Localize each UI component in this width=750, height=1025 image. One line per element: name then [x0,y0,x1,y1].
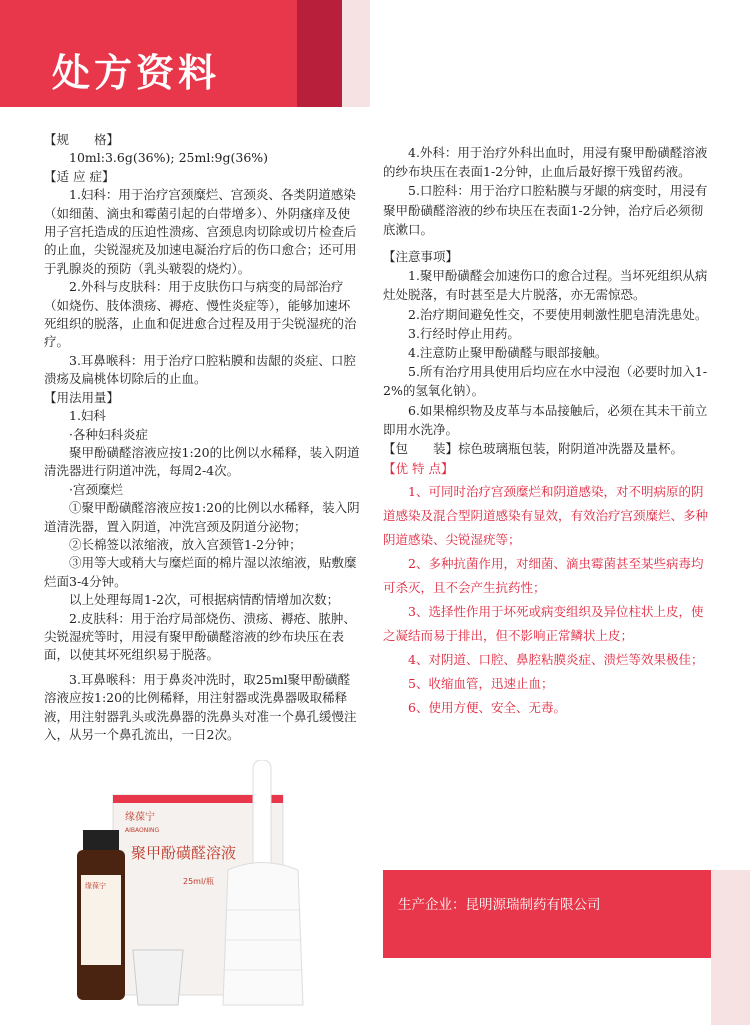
indication-item: 1.妇科：用于治疗宫颈糜烂、宫颈炎、各类阴道感染（如细菌、滴虫和霉菌引起的白带增多）、外阴瘙痒及使用子宫托造成的压迫性溃疡、宫颈息肉切除或切片检查后的止血，尖锐湿疣及加速电凝治疗后的伤口愈合；还可用于乳腺炎的预防（乳头皲裂的烧灼）。 [44,187,357,276]
feature-item: 4、对阴道、口腔、鼻腔粘膜炎症、溃烂等效果极佳； [408,652,704,668]
usage-subheading: 1.妇科 [69,408,106,424]
bottle-cap [83,830,119,850]
bottle-brand: 缘葆宁 [85,882,106,890]
feature-item: 1、可同时治疗宫颈糜烂和阴道感染，对不明病原的阴道感染及混合型阴道感染有显效，有效治疗宫颈糜烂、多种阴道感染、尖锐湿疣等； [383,484,709,548]
box-brand-en: AIBAONING [125,827,160,834]
package-value: 棕色玻璃瓶包装，附阴道冲洗器及量杯。 [458,441,684,457]
indication-item: 2.外科与皮肤科：用于皮肤伤口与病变的局部治疗（如烧伤、肢体溃疡、褥疮、慢性炎症等），能够加速坏死组织的脱落，止血和促进愈合过程及用于尖锐湿疣的治疗。 [44,279,357,350]
indication-item: 3.耳鼻喉科：用于治疗口腔粘膜和齿龈的炎症、口腔溃疡及扁桃体切除后的止血。 [44,352,356,387]
package-row [383,439,711,458]
footer-accent-pink [711,870,750,1025]
product-image [63,760,363,1010]
usage-text: ②长棉签以浓缩液，放入宫颈管1-2分钟； [69,536,302,552]
measuring-cup [133,950,183,1005]
spec-value: 10ml:3.6g(36%); 25ml:9g(36%) [69,150,269,166]
usage-text: 3.耳鼻喉科：用于鼻炎冲洗时，取25ml聚甲酚磺醛溶液应按1:20的比例稀释，用注射器或洗鼻器吸取稀释液，用注射器乳头或洗鼻器的洗鼻头对准一个鼻孔缓慢注入，从另一个鼻孔流出，一日2次。 [44,671,357,742]
note-item: 6.如果棉织物及皮革与本品接触后，必须在其未干前立即用水洗净。 [383,402,708,437]
usage-text: 聚甲酚磺醛溶液应按1:20的比例以水稀释，装入阴道清洗器进行阴道冲洗，每周2-4次。 [44,444,360,479]
header-accent-pink [342,0,370,107]
right-column [383,143,711,720]
usage-text: 2.皮肤科：用于治疗局部烧伤、溃疡、褥疮、脓肿、尖锐湿疣等时，用浸有聚甲酚磺醛溶液的纱布块压在表面，以使其坏死组织易于脱落。 [44,610,356,663]
note-item: 3.行经时停止用药。 [408,325,520,341]
header-accent-dark [297,0,342,107]
manufacturer: 生产企业：昆明源瑞制药有限公司 [398,897,601,913]
feature-item: 2、多种抗菌作用，对细菌、滴虫霉菌甚至某些病毒均可杀灭，且不会产生抗药性； [383,556,704,596]
package-heading: 【包 装】 [383,441,459,457]
usage-text: 以上处理每周1-2次，可根据病情酌情增加次数； [69,592,340,608]
usage-text: 4.外科：用于治疗外科出血时，用浸有聚甲酚磺醛溶液的纱布块压在表面1-2分钟，止血后最好擦干残留药液。 [383,145,708,180]
usage-heading: 【用法用量】 [44,389,120,405]
notes-heading: 【注意事项】 [383,249,459,265]
spec-heading: 【规 格】 [44,132,120,147]
note-item: 5.所有治疗用具使用后均应在水中浸泡（必要时加入1-2%的氢氧化钠）。 [383,364,708,399]
features-heading: 【优 特 点】 [383,461,454,477]
note-item: 4.注意防止聚甲酚磺醛与眼部接触。 [408,345,608,361]
feature-item: 5、收缩血管，迅速止血； [408,676,554,692]
usage-text: ①聚甲酚磺醛溶液应按1:20的比例以水稀释，装入阴道清洗器，置入阴道，冲洗宫颈及阴道分泌物； [44,500,360,534]
usage-text: ③用等大或稍大与糜烂面的棉片湿以浓缩液，贴敷糜烂面3-4分钟。 [44,555,357,589]
indications-heading: 【适 应 症】 [44,168,115,184]
page-title: 处方资料 [52,51,221,95]
applicator-bulb [223,863,303,1006]
usage-bullet: ·各种妇科炎症 [69,426,148,442]
box-product-name: 聚甲酚磺醛溶液 [131,844,237,862]
usage-bullet: ·宫颈糜烂 [69,481,123,497]
feature-item: 3、选择性作用于坏死或病变组织及异位柱状上皮，使之凝结而易于排出，但不影响正常鳞状上皮； [383,604,704,644]
note-item: 2.治疗期间避免性交，不要使用刺激性肥皂清洗患处。 [408,306,708,322]
features-section [383,458,711,720]
box-brand: 缘葆宁 [125,812,155,823]
feature-item: 6、使用方便、安全、无毒。 [408,700,566,716]
applicator-nozzle [253,760,271,870]
footer-banner [383,870,711,958]
note-item: 1.聚甲酚磺醛会加速伤口的愈合过程。当坏死组织从病灶处脱落，有时甚至是大片脱落，亦无需惊恐。 [383,268,708,303]
left-column [44,131,362,744]
box-volume: 25ml/瓶 [183,877,214,886]
usage-text: 5.口腔科：用于治疗口腔粘膜与牙龈的病变时，用浸有聚甲酚磺醛溶液的纱布块压在表面1-2分钟，治疗后必须彻底漱口。 [383,183,708,237]
